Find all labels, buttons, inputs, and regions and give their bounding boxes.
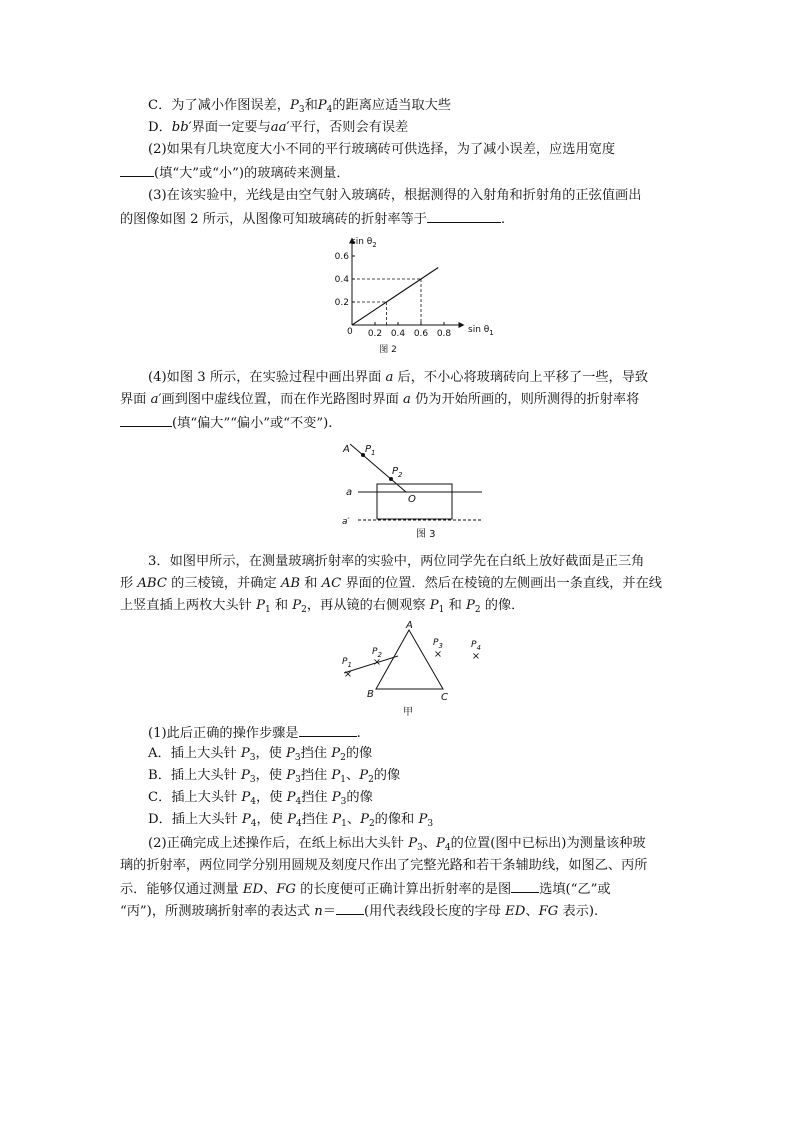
figure-jia-diagram	[336, 616, 496, 720]
part4-line3: (填“偏大”“偏小”或“不变”).	[120, 412, 332, 434]
label-interface-a-prime: a′	[342, 517, 350, 527]
label-vertex-a: A	[406, 620, 413, 631]
pin-p4-mark: ×	[471, 651, 481, 662]
x-tick-label: 0.4	[390, 329, 406, 339]
part2-line2: (填“大”或“小”)的玻璃砖来测量．	[120, 162, 350, 184]
x-axis-label: $\sin \theta_1$	[468, 325, 494, 337]
part2-line1: (2)如果有几块宽度大小不同的平行玻璃砖可供选择，为了减小误差，应选用宽度	[148, 142, 616, 157]
answer-blank[interactable]	[427, 208, 501, 223]
pin-p2	[389, 477, 393, 481]
label-p3: $P_3$	[433, 638, 443, 650]
q3-intro-line1: 3．如图甲所示，在测量玻璃折射率的实验中，两位同学先在白纸上放好截面是正三角	[148, 554, 645, 569]
figure-3-caption: 图 3	[416, 529, 436, 540]
pin-p2-mark: ×	[372, 657, 382, 668]
figure-2-caption: 图 2	[379, 345, 397, 355]
q3-intro-line2: 形 ABC 的三棱镜，并确定 AB 和 AC 界面的位置．然后在棱镜的左侧画出一条直线，并在线	[120, 576, 662, 591]
q3-option-d: D．插上大头针 $P_4$，使 $P_4$挡住 $P_1$、$P_2$的像和 $P_3$	[148, 812, 434, 829]
label-a-point: A	[343, 444, 350, 455]
y-axis-label: $\sin \theta_2$	[351, 237, 377, 249]
answer-blank[interactable]	[120, 412, 172, 427]
answer-blank[interactable]	[299, 722, 357, 737]
q3-part1: (1)此后正确的操作步骤是 .	[148, 722, 361, 744]
q3-part2-line1: (2)正确完成上述操作后，在纸上标出大头针 $P_3$、$P_4$的位置(图中已标出)为测量该种玻	[148, 836, 646, 853]
part4-line1: (4)如图 3 所示，在实验过程中画出界面 a 后，不小心将玻璃砖向上平移了一些，导致	[148, 370, 649, 385]
label-p4: $P_4$	[471, 640, 481, 652]
label-o: O	[408, 494, 416, 505]
part3-line2: 的图像如图 2 所示，从图像可知玻璃砖的折射率等于 .	[120, 208, 505, 230]
q3-option-c: C．插上大头针 $P_4$，使 $P_4$挡住 $P_3$的像	[148, 790, 373, 807]
option-c: C．为了减小作图误差，$P_3$和$P_4$的距离应适当取大些	[148, 98, 452, 115]
label-vertex-c: C	[441, 692, 448, 703]
q3-part2-line3: 示．能够仅通过测量 ED、FG 的长度便可正确计算出折射率的是图 选填(“乙”或	[120, 878, 611, 900]
data-line	[352, 268, 438, 326]
y-tick-label: 0.4	[334, 275, 349, 285]
part3-line1: (3)在该实验中，光线是由空气射入玻璃砖，根据测得的入射角和折射角的正弦值画出	[148, 188, 642, 203]
figure-jia-caption: 甲	[403, 707, 413, 718]
label-vertex-b: B	[367, 689, 374, 700]
label-p2: $P_2$	[392, 466, 403, 479]
q3-part2-line2: 璃的折射率，两位同学分别用圆规及刻度尺作出了完整光路和若干条辅助线，如图乙、丙所	[120, 858, 648, 873]
label-p1: $P_1$	[365, 444, 376, 457]
y-tick-label: 0.2	[334, 298, 349, 308]
q3-part2-line4: “丙”)，所测玻璃折射率的表达式 n＝ (用代表线段长度的字母 ED、FG 表示).	[120, 900, 598, 922]
q3-intro-line3: 上竖直插上两枚大头针 $P_1$ 和 $P_2$，再从镜的右侧观察 $P_1$ 和 $P_2$ 的像．	[120, 598, 525, 615]
label-p1: $P_1$	[342, 657, 352, 669]
pin-p3-mark: ×	[433, 649, 443, 660]
x-tick-label: 0.2	[367, 329, 383, 339]
answer-blank[interactable]	[336, 900, 364, 915]
x-tick-label: 0.8	[436, 329, 452, 339]
label-interface-a: a	[346, 487, 353, 498]
answer-blank[interactable]	[511, 878, 539, 893]
pin-p1-mark: ×	[343, 669, 353, 680]
x-tick-label: 0.6	[413, 329, 429, 339]
origin-label: 0	[347, 327, 353, 337]
label-p2: $P_2$	[372, 647, 382, 659]
y-tick-label: 0.6	[334, 252, 349, 262]
q3-option-a: A．插上大头针 $P_3$，使 $P_3$挡住 $P_2$的像	[148, 746, 373, 763]
q3-option-b: B．插上大头针 $P_3$，使 $P_3$挡住 $P_1$、$P_2$的像	[148, 768, 401, 785]
figure-2-chart	[318, 226, 508, 358]
option-d: D．bb′界面一定要与aa′平行，否则会有误差	[148, 120, 409, 135]
answer-blank[interactable]	[120, 162, 154, 177]
part4-line2: 界面 a′画到图中虚线位置，而在作光路图时界面 a 仍为开始所画的，则所测得的折射率将	[120, 392, 640, 407]
figure-3-diagram	[336, 438, 488, 542]
